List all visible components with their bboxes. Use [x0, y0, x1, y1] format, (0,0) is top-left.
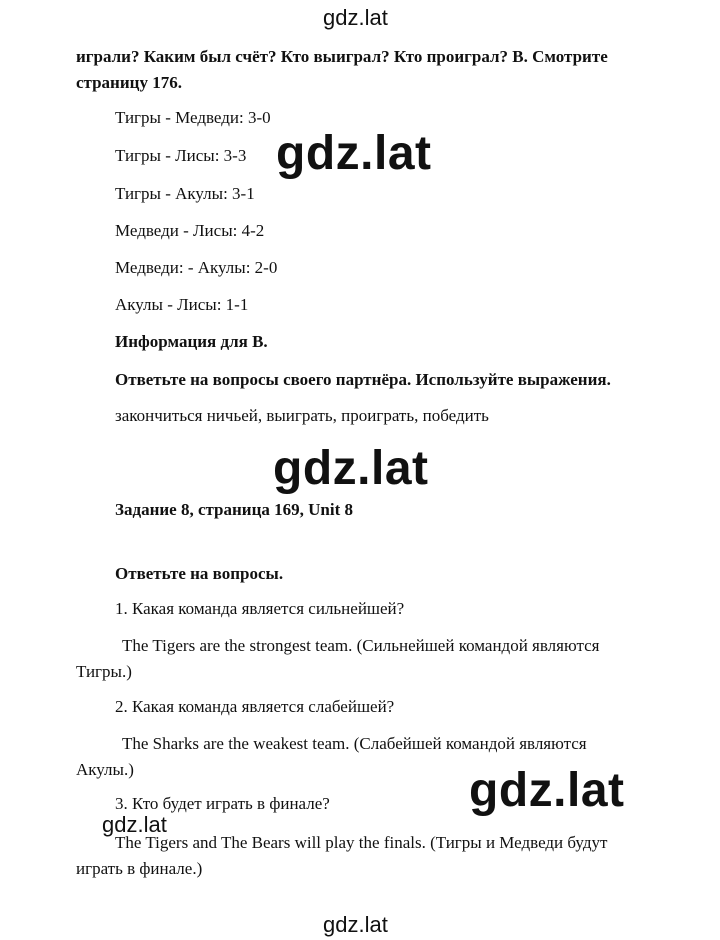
answer-line: Тигры.)	[76, 662, 132, 681]
answer-line: Акулы.)	[76, 760, 134, 779]
score-line: Тигры - Медведи: 3-0	[115, 108, 271, 127]
score-line: Медведи - Лисы: 4-2	[115, 221, 265, 240]
watermark-small: gdz.lat	[102, 812, 167, 837]
info-heading: Информация для В.	[115, 332, 268, 351]
watermark-large: gdz.lat	[276, 127, 432, 180]
score-line: Тигры - Лисы: 3-3	[115, 146, 247, 165]
task-title: Задание 8, страница 169, Unit 8	[115, 500, 354, 519]
question: 3. Кто будет играть в финале?	[115, 794, 330, 813]
info-instruction: Ответьте на вопросы своего партнёра. Используйте выражения.	[115, 370, 611, 389]
question: 1. Какая команда является сильнейшей?	[115, 599, 405, 618]
answer-line: играть в финале.)	[76, 859, 203, 878]
answer-line: The Tigers are the strongest team. (Сильнейшей командой являются	[122, 636, 600, 655]
score-line: Акулы - Лисы: 1-1	[115, 295, 249, 314]
intro-line-1: играли? Каким был счёт? Кто выиграл? Кто проиграл? В. Смотрите	[76, 47, 608, 66]
intro-line-2: страницу 176.	[76, 73, 182, 92]
watermark-bottom: gdz.lat	[323, 912, 388, 937]
watermark-top: gdz.lat	[323, 5, 388, 30]
answer-line: The Sharks are the weakest team. (Слабейшей командой являются	[122, 734, 587, 753]
info-expressions: закончиться ничьей, выиграть, проиграть, победить	[115, 406, 489, 425]
watermark-large: gdz.lat	[273, 442, 429, 495]
score-line: Медведи: - Акулы: 2-0	[115, 258, 278, 277]
score-line: Тигры - Акулы: 3-1	[115, 184, 255, 203]
task-instruction: Ответьте на вопросы.	[115, 564, 284, 583]
answer-line: The Tigers and The Bears will play the finals. (Тигры и Медведи будут	[115, 833, 608, 852]
watermark-large: gdz.lat	[469, 764, 625, 817]
question: 2. Какая команда является слабейшей?	[115, 697, 395, 716]
